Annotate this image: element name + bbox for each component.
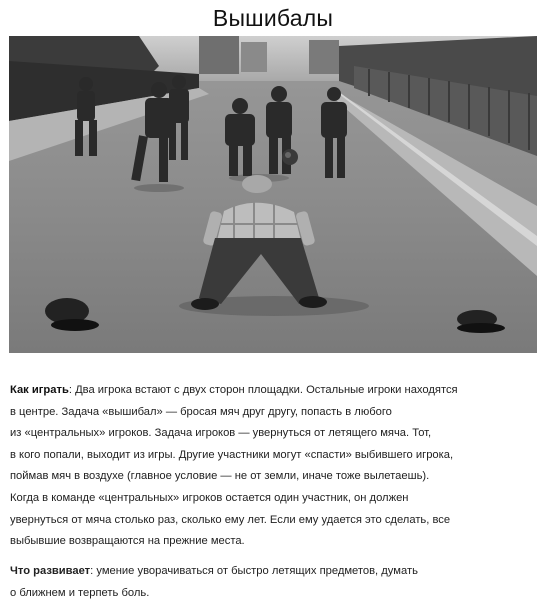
- how-to-play-line-4: в кого попали, выходит из игры. Другие участники могут «спасти» выбившего игрока,: [10, 448, 454, 461]
- how-to-play-line-3: из «центральных» игроков. Задача игроков — увернуться от летящего мяча. Тот,: [10, 427, 432, 440]
- how-to-play-label: Как играть: [10, 384, 69, 396]
- how-to-play-line-7: увернуться от мяча столько раз, сколько ему лет. Если ему удается это сделать, все: [10, 513, 451, 526]
- how-to-play-line-8: выбывшие возвращаются на прежние места.: [10, 535, 245, 548]
- street-dodgeball-photo: [9, 36, 537, 353]
- page-title: Вышибалы: [212, 5, 334, 31]
- develops-label: Что развивает: [10, 565, 91, 577]
- how-to-play-line-1: Как играть: Два игрока встают с двух сторон площадки. Остальные игроки находятся: [10, 384, 458, 396]
- develops-line-1: Что развивает: умение уворачиваться от быстро летящих предметов, думать: [10, 565, 418, 577]
- develops-section: [10, 561, 540, 604]
- how-to-play-line-5: поймав мяч в воздухе (главное условие — не от земли, иначе тоже вылетаешь).: [10, 470, 430, 483]
- how-to-play-section: [10, 380, 540, 553]
- how-to-play-line-6: Когда в команде «центральных» игроков остается один участник, он должен: [10, 491, 409, 504]
- how-to-play-line-2: в центре. Задача «вышибал» — бросая мяч друг другу, попасть в любого: [10, 405, 392, 418]
- develops-line-2: о ближнем и терпеть боль.: [10, 586, 150, 599]
